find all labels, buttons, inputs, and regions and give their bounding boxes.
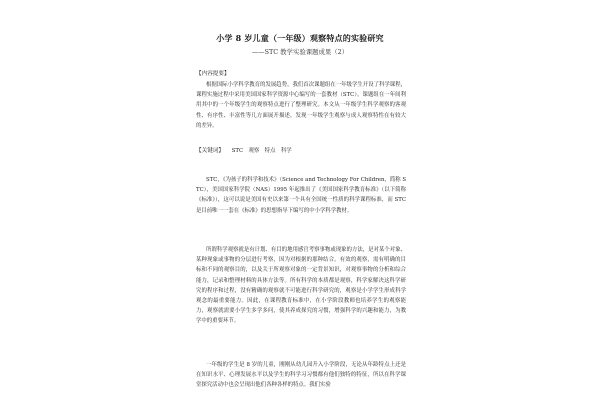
paragraph: 一年级的学生是 8 岁的儿童，刚刚从幼儿园升入小学阶段，无论从年龄特点上还是在知识水平、心理发展水平以及学生的科学习习惯都有他们独特的特征，所以在科学课堂探究活动中也会呈现出他们各种各样的特点。我们实验 bbox=[196, 362, 406, 389]
keywords-label: 【关键词】 bbox=[196, 148, 224, 154]
keywords-line bbox=[196, 146, 406, 156]
document-title: 小学 8 岁儿童（一年级）观察特点的实验研究 bbox=[216, 33, 384, 43]
abstract-label: 【内容提要】 bbox=[196, 71, 230, 77]
abstract-text: 根据国际小学科学教育的发展趋势，我们首次课题组在一年级学生开设了科学课程，课程实施过程中采用美国国家科学资源中心编写的一套教材（STC），课题组在一年间利用其中的一个年级学生的观察特点进行了整理研究。本文从一年级学生科学观察的客观性、有序性、丰富性等几方面展开描述。发现一年级学生观察与成人观察特性在有较大的差异。 bbox=[196, 82, 406, 129]
document-subtitle: ——STC 教学实验课题成果（2） bbox=[251, 48, 349, 56]
paragraph: STC，《为孩子的科学和技术》（Science and Technology For Children，简称 STC），美国国家科学院（NAS）1995 年起推出了《美国国家科学教育标准》（以下简称《标准》），这可以说是美国有史以来第一个具有全国统一性质的科学课程标准，而 STC 是目前唯一一套在《标准》的思想指导下编写的中小学科学教材。 bbox=[196, 177, 407, 214]
paragraph: 所谓科学观察就是有计划、有目的地用感官考察事物或现象的方法，是对某个对象、某种现象或事物的分层进行考察，因为对根据的那种结合。有效的观察，需有明确的目标和不同的观察目的，以及关于所观察对象的一定背景知识，对观察事物的分析和综合能力，记录和整理材料的具体方法等。所有科学的本质都是观察，科学家解决这科学研究的程序和过程，没有精确的观察就不可能进行科学研究的，观察是小学学生形成科学观念的最重要能力。因此，在课程教育标准中，在小学阶段教师也培养学生的观察能力，观察就需要小学生多学多问，使其养成探究的习惯，增强科学的兴趣和能力，为教学中的重要环节。 bbox=[196, 247, 406, 325]
keywords-value: STC 观察 特点 科学 bbox=[231, 148, 292, 154]
